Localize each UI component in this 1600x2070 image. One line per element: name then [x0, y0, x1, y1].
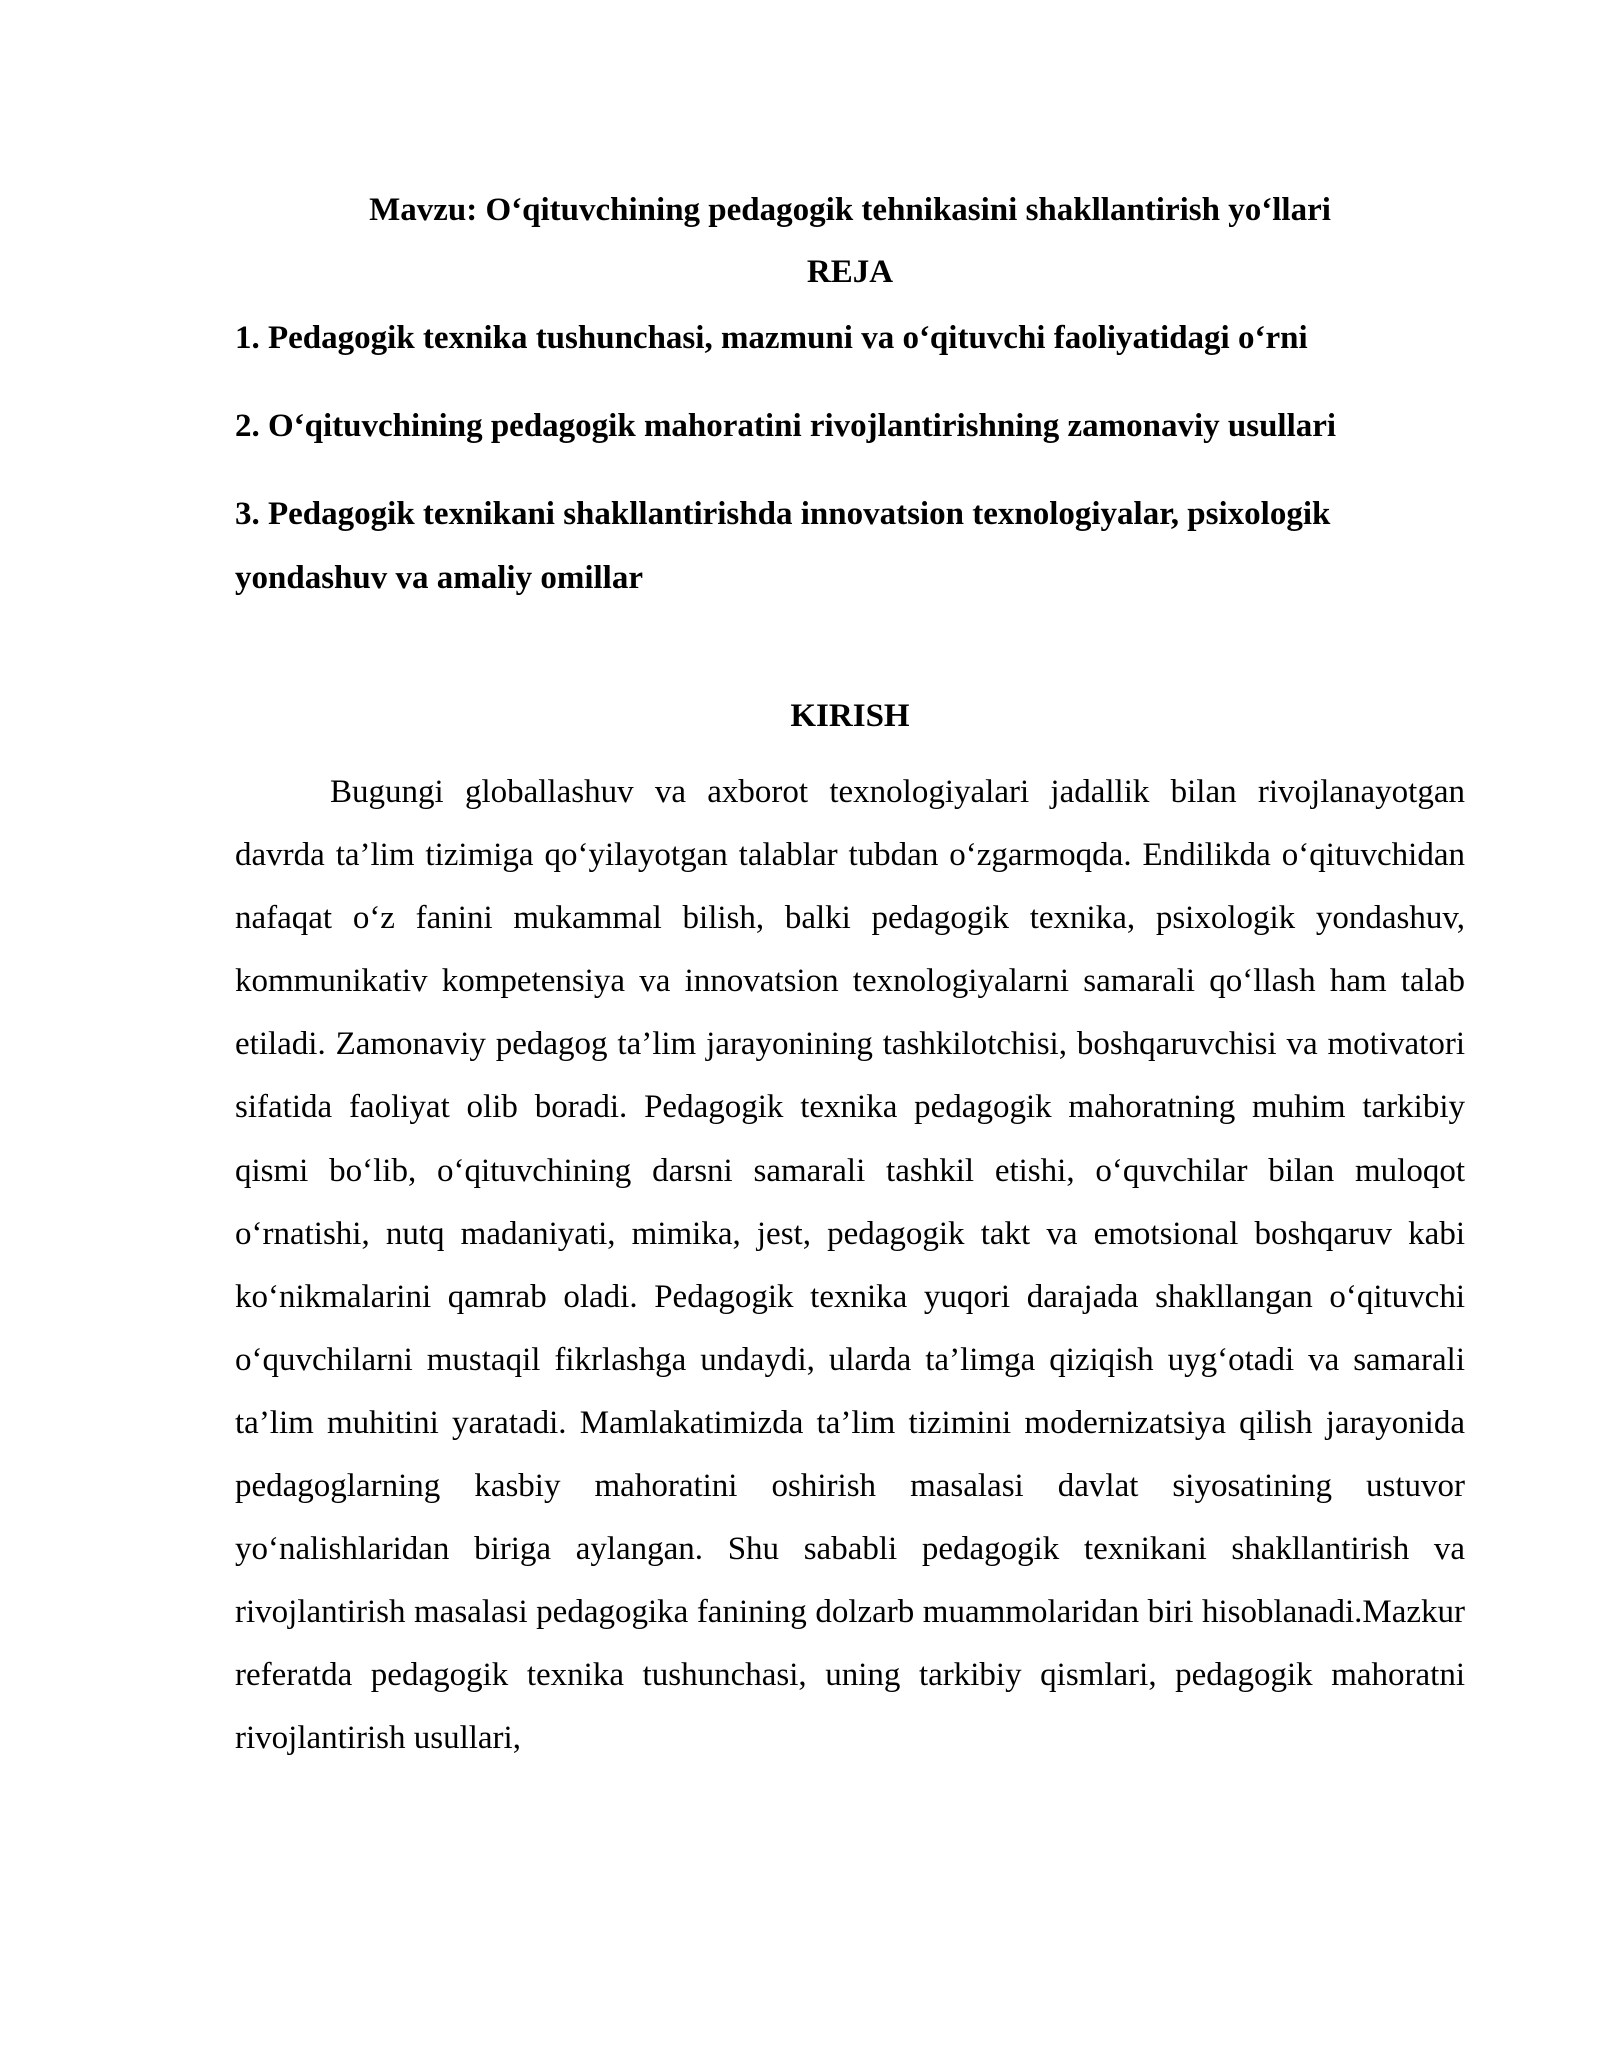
- document-title: Mavzu: O‘qituvchining pedagogik tehnikasini shakllantirish yo‘llari: [369, 192, 1331, 228]
- plan-item-2: 2. O‘qituvchining pedagogik mahoratini rivojlantirishning zamonaviy usullari: [235, 408, 1337, 444]
- intro-paragraph: Bugungi globallashuv va axborot texnologiyalari jadallik bilan rivojlanayotgan davrda ta’lim tizimiga qo‘yilayotgan talablar tubdan o‘zgarmoqda. Endilikda o‘qituvchidan nafaqat o‘z fanini mukammal bilish, balki pedagogik texnika, psixologik yondashuv, kommunikativ kompetensiya va innovatsion texnologiyalarni samarali qo‘llash ham talab etiladi. Zamonaviy pedagog ta’lim jarayonining tashkilotchisi, boshqaruvchisi va motivatori sifatida faoliyat olib boradi. Pedagogik texnika pedagogik mahoratning muhim tarkibiy qismi bo‘lib, o‘qituvchining darsni samarali tashkil etishi, o‘quvchilar bilan muloqot o‘rnatishi, nutq madaniyati, mimika, jest, pedagogik takt va emotsional boshqaruv kabi ko‘nikmalarini qamrab oladi. Pedagogik texnika yuqori darajada shakllangan o‘qituvchi o‘quvchilarni mustaqil fikrlashga undaydi, ularda ta’limga qiziqish uyg‘otadi va samarali ta’lim muhitini yaratadi. Mamlakatimizda ta’lim tizimini modernizatsiya qilish jarayonida pedagoglarning kasbiy mahoratini oshirish masalasi davlat siyosatining ustuvor yo‘nalishlaridan biriga aylangan. Shu sababli pedagogik texnikani shakllantirish va rivojlantirish masalasi pedagogika fanining dolzarb muammolaridan biri hisoblanadi.Mazkur referatda pedagogik texnika tushunchasi, uning tarkibiy qismlari, pedagogik mahoratni rivojlantirish usullari,: [235, 774, 1465, 1757]
- plan-item-3: 3. Pedagogik texnikani shakllantirishda innovatsion texnologiyalar, psixologik yondashuv va amaliy omillar: [235, 496, 1331, 596]
- plan-item-1: 1. Pedagogik texnika tushunchasi, mazmuni va o‘qituvchi faoliyatidagi o‘rni: [235, 320, 1308, 356]
- intro-heading: KIRISH: [790, 698, 910, 734]
- plan-heading: REJA: [806, 254, 894, 290]
